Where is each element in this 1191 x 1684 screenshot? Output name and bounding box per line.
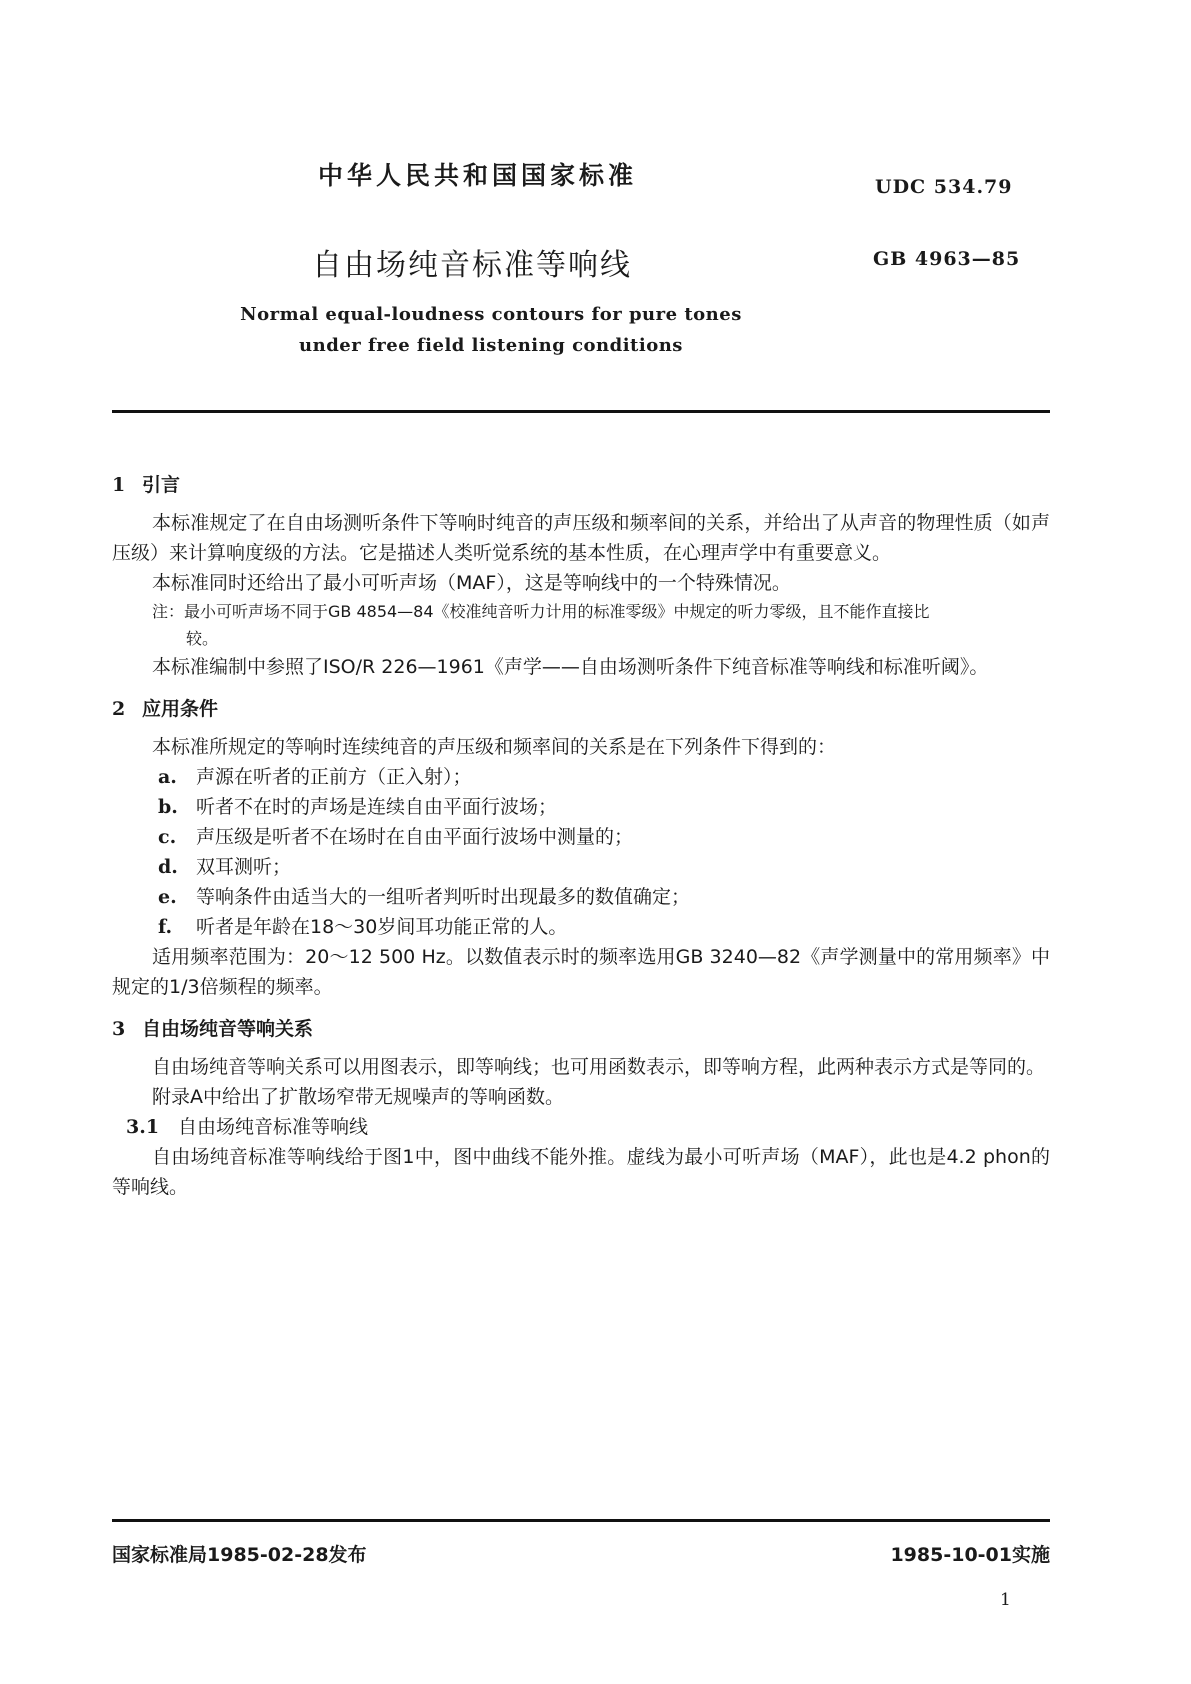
section-3-paragraph-1: 自由场纯音等响关系可以用图表示，即等响线；也可用函数表示，即等响方程，此两种表示方式是等同的。 [152,1056,1046,1078]
list-marker: b. [158,796,178,818]
section-title: 自由场纯音等响关系 [142,1018,314,1040]
header-divider [112,410,1050,413]
list-marker: a. [158,766,177,788]
list-marker: f. [158,916,173,938]
condition-item-f [112,912,1050,942]
document-body [112,458,1050,1202]
section-3-heading [112,1014,1050,1044]
section-1-note-continuation: 较。 [186,629,219,648]
section-2-frequency-range: 适用频率范围为：20～12 500 Hz。以数值表示时的频率选用GB 3240—82《声学测量中的常用频率》中规定的1/3倍频程的频率。 [112,946,1050,998]
list-marker: e. [158,886,177,908]
list-marker: c. [158,826,177,848]
footer-divider [112,1519,1050,1522]
section-1-paragraph-1: 本标准规定了在自由场测听条件下等响时纯音的声压级和频率间的关系，并给出了从声音的物理性质（如声压级）来计算响度级的方法。它是描述人类听觉系统的基本性质，在心理声学中有重要意义。 [112,512,1050,564]
issuer-date: 国家标准局1985-02-28发布 [112,1544,367,1566]
list-item-text: 声压级是听者不在场时在自由平面行波场中测量的； [196,826,634,848]
section-title: 引言 [142,474,181,496]
section-title: 应用条件 [142,698,219,720]
document-title-english-line2: under free field listening conditions [299,335,683,356]
list-item-text: 听者是年龄在18～30岁间耳功能正常的人。 [196,916,568,938]
condition-item-b [112,792,1050,822]
subsection-3-1-paragraph: 自由场纯音标准等响线给于图1中，图中曲线不能外推。虚线为最小可听声场（MAF），此也是4.2 phon的等响线。 [112,1146,1050,1198]
list-item-text: 等响条件由适当大的一组听者判听时出现最多的数值确定； [196,886,691,908]
standard-organization: 中华人民共和国国家标准 [318,161,638,190]
list-item-text: 双耳测听； [196,856,292,878]
section-2-heading [112,694,1050,724]
condition-item-a [112,762,1050,792]
list-marker: d. [158,856,178,878]
subsection-title: 自由场纯音标准等响线 [178,1116,369,1138]
section-1-heading [112,470,1050,500]
condition-item-e [112,882,1050,912]
section-number: 2 [112,698,126,720]
section-1-paragraph-3: 本标准编制中参照了ISO/R 226—1961《声学——自由场测听条件下纯音标准等响线和标准听阈》。 [152,656,989,678]
subsection-3-1-heading [112,1112,1050,1142]
document-title-english-line1: Normal equal-loudness contours for pure tones [240,304,742,325]
list-item-text: 声源在听者的正前方（正入射）； [196,766,472,788]
effective-date: 1985-10-01实施 [890,1544,1050,1566]
section-number: 3 [112,1018,126,1040]
list-item-text: 听者不在时的声场是连续自由平面行波场； [196,796,558,818]
condition-item-c [112,822,1050,852]
gb-standard-number: GB 4963—85 [873,248,1021,270]
condition-item-d [112,852,1050,882]
document-title-chinese: 自由场纯音标准等响线 [312,248,632,283]
page-number: 1 [1000,1590,1011,1610]
section-1-paragraph-2: 本标准同时还给出了最小可听声场（MAF），这是等响线中的一个特殊情况。 [152,572,791,594]
section-1-note: 注：最小可听声场不同于GB 4854—84《校准纯音听力计用的标准零级》中规定的听力零级，且不能作直接比 [152,602,930,621]
section-2-intro: 本标准所规定的等响时连续纯音的声压级和频率间的关系是在下列条件下得到的： [152,736,837,758]
subsection-number: 3.1 [126,1116,160,1138]
section-3-paragraph-2: 附录A中给出了扩散场窄带无规噪声的等响函数。 [152,1086,564,1108]
section-number: 1 [112,474,126,496]
udc-code: UDC 534.79 [875,176,1013,198]
